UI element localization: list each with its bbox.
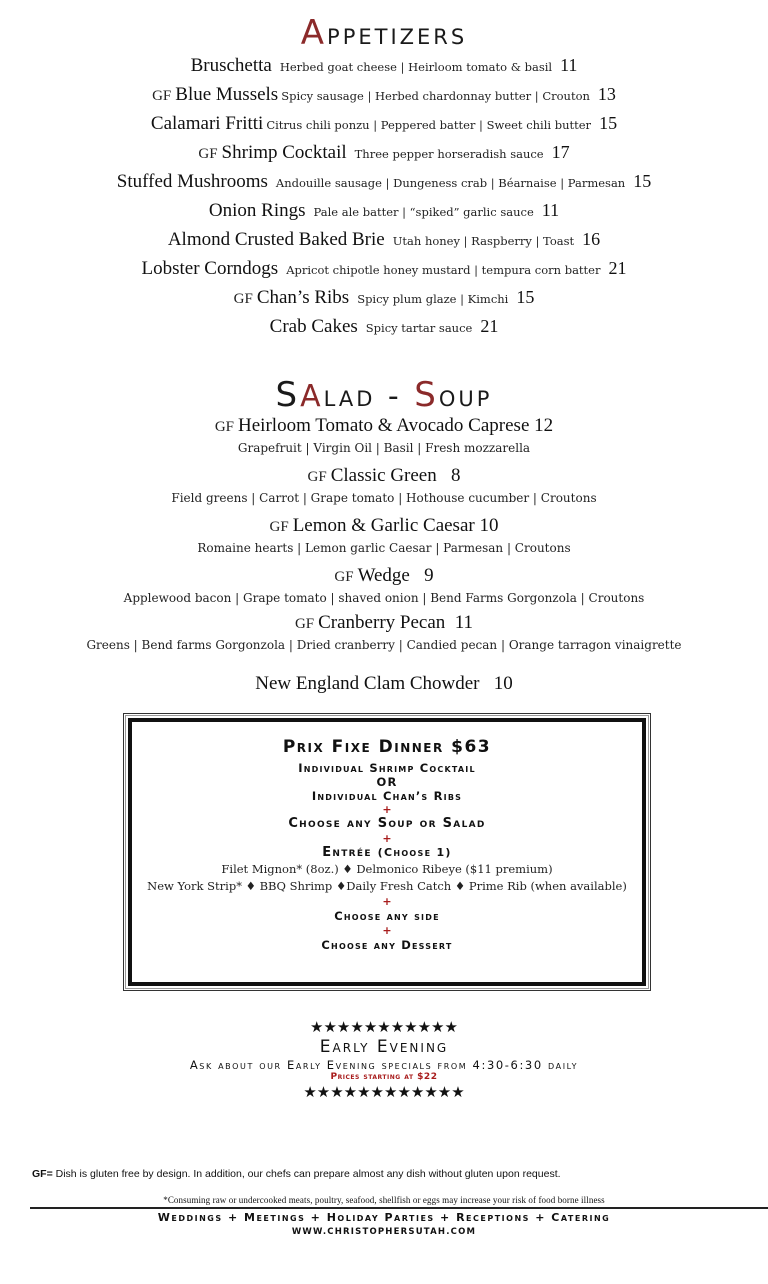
item-description: Applewood bacon | Grape tomato | shaved onion | Bend Farms Gorgonzola | Croutons — [123, 591, 645, 605]
item-description: Apricot chipotle honey mustard | tempura corn batter — [286, 263, 601, 277]
gf-label: GF= — [32, 1168, 53, 1180]
item-name: Almond Crusted Baked Brie — [167, 229, 385, 250]
item-description: Grapefruit | Virgin Oil | Basil | Fresh mozzarella — [237, 441, 531, 455]
item-price: 10 — [479, 515, 499, 536]
early-evening-description: Ask about our Early Evening specials from 4:30-6:30 daily — [189, 1058, 579, 1072]
heading-initial: A — [300, 13, 328, 53]
gluten-free-badge: GF — [152, 88, 172, 104]
gluten-free-badge: GF — [214, 419, 235, 435]
item-price: 12 — [534, 415, 554, 436]
item-name: Calamari Fritti — [150, 113, 264, 134]
item-name: Blue Mussels — [175, 84, 279, 105]
item-price: 21 — [480, 316, 499, 336]
item-price: 11 — [560, 55, 578, 75]
plus-icon: + — [382, 924, 392, 937]
menu-item-chowder — [0, 673, 768, 695]
heading-initial-2: S — [414, 375, 439, 415]
item-description: Greens | Bend farms Gorgonzola | Dried cranberry | Candied pecan | Orange tarragon vinaigrette — [86, 638, 682, 652]
item-name: Stuffed Mushrooms — [116, 171, 268, 192]
item-name: Shrimp Cocktail — [221, 142, 347, 163]
entree-choose: (Choose 1) — [377, 846, 452, 859]
item-description: Field greens | Carrot | Grape tomato | Hothouse cucumber | Croutons — [171, 491, 597, 505]
early-evening-prices: Prices starting at $22 — [330, 1072, 438, 1082]
prix-fixe-box — [128, 718, 646, 986]
gf-note-text: Dish is gluten free by design. In addition, our chefs can prepare almost any dish without gluten upon request. — [52, 1168, 561, 1180]
star-divider-icon: ★★★★★★★★★★★★ — [303, 1083, 465, 1101]
item-name: Classic Green — [330, 465, 437, 486]
gluten-free-badge: GF — [307, 469, 327, 485]
item-description: Spicy plum glaze | Kimchi — [357, 292, 509, 306]
item-price: 15 — [516, 287, 535, 307]
item-name: Lobster Corndogs — [141, 258, 279, 279]
early-evening-section — [0, 1018, 768, 1101]
menu-item — [0, 196, 768, 225]
starter-option-1: Individual Shrimp Cocktail — [298, 761, 476, 775]
item-description: Romaine hearts | Lemon garlic Caesar | Parmesan | Croutons — [197, 541, 571, 555]
item-name: New England Clam Chowder — [255, 673, 480, 694]
heading-rest: ppetizers — [327, 17, 468, 52]
menu-item — [0, 138, 768, 167]
item-name: Crab Cakes — [269, 316, 358, 337]
menu-item — [0, 414, 768, 457]
item-price: 11 — [541, 200, 560, 220]
item-price: 16 — [582, 229, 601, 249]
gluten-free-badge: GF — [334, 569, 354, 585]
item-price: 13 — [597, 84, 616, 104]
entree-options-line-2: New York Strip* ♦ BBQ Shrimp ♦Daily Fresh Catch ♦ Prime Rib (when available) — [147, 879, 627, 893]
item-price: 15 — [633, 171, 652, 191]
menu-item — [0, 167, 768, 196]
item-description: Pale ale batter | “spiked” garlic sauce — [313, 205, 534, 219]
item-description: Spicy tartar sauce — [365, 321, 473, 335]
menu-item — [0, 109, 768, 138]
salad-soup-heading — [0, 376, 768, 416]
item-description: Spicy sausage | Herbed chardonnay butter | Crouton — [281, 89, 590, 103]
plus-icon: + — [382, 832, 392, 845]
plus-icon: + — [382, 895, 392, 908]
soup-salad-choice: Choose any Soup or Salad — [288, 816, 486, 831]
appetizers-heading — [0, 14, 768, 54]
item-name: Lemon & Garlic Caesar — [292, 515, 475, 536]
early-evening-title: Early Evening — [319, 1037, 449, 1057]
or-separator: OR — [376, 775, 398, 789]
menu-item — [0, 611, 768, 654]
entree-heading — [132, 845, 642, 861]
side-choice: Choose any side — [334, 909, 440, 923]
item-name: Heirloom Tomato & Avocado Caprese — [238, 415, 530, 436]
item-name: Onion Rings — [208, 200, 306, 221]
item-name: Chan’s Ribs — [256, 287, 350, 308]
raw-food-disclaimer: *Consuming raw or undercooked meats, poultry, seafood, shellfish or eggs may increase your risk of food borne illness — [163, 1195, 605, 1205]
item-price: 11 — [454, 612, 474, 633]
item-price: 21 — [608, 258, 627, 278]
menu-item — [0, 464, 768, 507]
gluten-free-badge: GF — [269, 519, 289, 535]
prix-fixe-title: Prix Fixe Dinner $63 — [282, 737, 492, 757]
menu-item — [0, 283, 768, 312]
menu-item — [0, 225, 768, 254]
entree-options-line-1: Filet Mignon* (8oz.) ♦ Delmonico Ribeye ($11 premium) — [221, 862, 553, 876]
menu-item — [0, 51, 768, 80]
website-link[interactable]: WWW.CHRISTOPHERSUTAH.COM — [291, 1227, 477, 1237]
heading-mid: lad - — [323, 379, 415, 414]
heading-accent-letter: A — [300, 379, 324, 414]
plus-icon: + — [382, 803, 392, 816]
item-price: 9 — [424, 565, 434, 586]
salad-soup-list — [0, 414, 768, 661]
heading-end: oup — [438, 379, 493, 414]
item-description: Three pepper horseradish sauce — [354, 147, 544, 161]
item-name: Bruschetta — [190, 55, 272, 76]
star-divider-icon: ★★★★★★★★★★★ — [310, 1018, 458, 1036]
gluten-free-badge: GF — [294, 616, 315, 632]
item-name: Wedge — [357, 565, 410, 586]
appetizers-list — [0, 51, 768, 341]
starter-option-2: Individual Chan’s Ribs — [311, 789, 463, 803]
dessert-choice: Choose any Dessert — [321, 938, 453, 952]
menu-item — [0, 514, 768, 557]
gluten-free-badge: GF — [233, 291, 253, 307]
entree-title: Entrée — [322, 845, 372, 860]
menu-item — [0, 312, 768, 341]
footer-divider — [30, 1207, 768, 1209]
item-description: Citrus chili ponzu | Peppered batter | Sweet chili butter — [266, 118, 592, 132]
gluten-free-badge: GF — [198, 146, 218, 162]
menu-item — [0, 564, 768, 607]
item-price: 15 — [599, 113, 618, 133]
item-description: Herbed goat cheese | Heirloom tomato & basil — [279, 60, 553, 74]
item-name: Cranberry Pecan — [318, 612, 446, 633]
item-price: 8 — [451, 465, 461, 486]
menu-item — [0, 254, 768, 283]
item-description: Andouille sausage | Dungeness crab | Béarnaise | Parmesan — [275, 176, 626, 190]
item-price: 17 — [551, 142, 570, 162]
item-description: Utah honey | Raspberry | Toast — [392, 234, 575, 248]
gluten-free-note — [32, 1168, 561, 1180]
menu-item — [0, 80, 768, 109]
events-line: Weddings + Meetings + Holiday Parties + Receptions + Catering — [157, 1211, 611, 1224]
item-price: 10 — [493, 673, 513, 694]
heading-initial: S — [275, 375, 301, 415]
